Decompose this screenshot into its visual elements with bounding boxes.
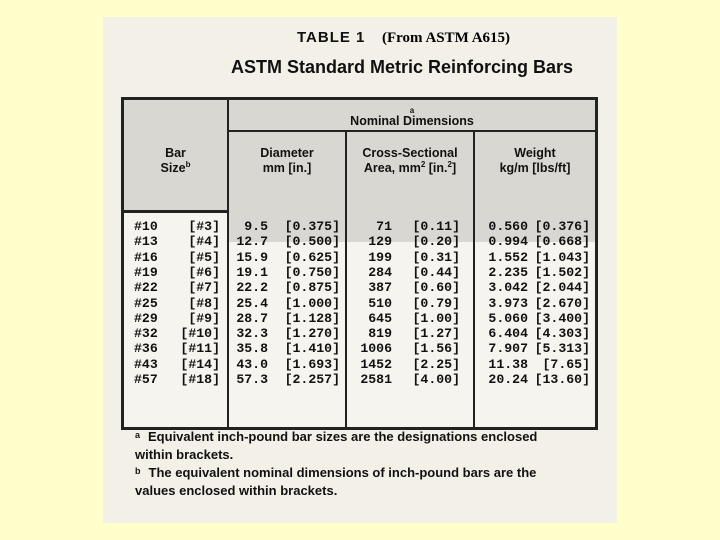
cell-inch: [#10] [180, 326, 220, 342]
cell-area-mm2: 645 [368, 310, 392, 326]
table-row [124, 265, 595, 280]
cell-wt-kgm: 3.042 [488, 280, 528, 296]
cell-wt-kgm: 20.24 [488, 372, 528, 387]
table-row [124, 372, 595, 387]
table-row [124, 357, 595, 372]
footnote-b: $^b$ The equivalent nominal dimensions of inch-pound bars are the values enclosed within brackets. [135, 465, 537, 498]
cell-wt-kgm: 11.38 [488, 356, 528, 372]
source-note: (From ASTM A615) [382, 30, 511, 46]
cell-inch: [#18] [180, 372, 220, 387]
cell-wt-lbft: [1.043] [534, 249, 590, 265]
cell-dia-mm: 57.3 [236, 372, 268, 387]
cell-dia-mm: 25.4 [236, 295, 268, 311]
cell-inch: [#5] [188, 249, 220, 265]
table-row [124, 296, 595, 311]
nominal-dimensions-header: Nominal Dimensions $^a$ [227, 100, 595, 132]
cell-wt-lbft: [2.044] [534, 280, 590, 296]
cell-area-mm2: 510 [368, 295, 392, 311]
cell-wt-lbft: [7.65] [542, 356, 590, 372]
cell-dia-in: [0.875] [284, 280, 340, 296]
cell-area-in2: [0.20] [412, 234, 460, 250]
cell-dia-in: [1.270] [284, 326, 340, 342]
cell-area-in2: [1.56] [412, 341, 460, 357]
cell-wt-lbft: [0.668] [534, 234, 590, 250]
cell-inch: [#7] [188, 280, 220, 296]
table-body [124, 213, 595, 427]
cell-area-in2: [0.44] [412, 264, 460, 280]
cell-wt-lbft: [13.60] [534, 372, 590, 387]
cell-dia-in: [1.693] [284, 356, 340, 372]
cell-area-mm2: 2581 [360, 372, 392, 387]
cell-area-in2: [0.60] [412, 280, 460, 296]
cell-dia-mm: 43.0 [236, 356, 268, 372]
table-row [124, 311, 595, 326]
cell-wt-kgm: 3.973 [488, 295, 528, 311]
cell-inch: [#6] [188, 264, 220, 280]
cell-dia-in: [0.750] [284, 264, 340, 280]
cell-dia-in: [0.375] [284, 219, 340, 234]
cell-metric: #57 [134, 372, 158, 387]
cell-metric: #29 [134, 310, 158, 326]
cell-wt-kgm: 6.404 [488, 326, 528, 342]
cell-dia-in: [1.000] [284, 295, 340, 311]
cell-metric: #16 [134, 249, 158, 265]
cell-metric: #43 [134, 356, 158, 372]
cell-inch: [#4] [188, 234, 220, 250]
cell-metric: #19 [134, 264, 158, 280]
cell-wt-kgm: 5.060 [488, 310, 528, 326]
cell-wt-lbft: [0.376] [534, 219, 590, 234]
cell-inch: [#8] [188, 295, 220, 311]
cell-area-mm2: 387 [368, 280, 392, 296]
cell-wt-kgm: 2.235 [488, 264, 528, 280]
table-row [124, 280, 595, 295]
cell-wt-lbft: [5.313] [534, 341, 590, 357]
diameter-header: Diameter mm [in.] [260, 146, 314, 175]
cell-area-mm2: 199 [368, 249, 392, 265]
cell-dia-mm: 15.9 [236, 249, 268, 265]
cell-area-in2: [2.25] [412, 356, 460, 372]
table-label: TABLE 1 [297, 29, 366, 46]
cell-wt-lbft: [1.502] [534, 264, 590, 280]
cell-wt-lbft: [4.303] [534, 326, 590, 342]
cell-wt-kgm: 0.994 [488, 234, 528, 250]
cell-dia-in: [0.500] [284, 234, 340, 250]
cell-dia-mm: 19.1 [236, 264, 268, 280]
cell-dia-mm: 9.5 [244, 219, 268, 234]
table-row [124, 250, 595, 265]
cell-dia-mm: 35.8 [236, 341, 268, 357]
table-row [124, 219, 595, 234]
cell-wt-lbft: [3.400] [534, 310, 590, 326]
cell-dia-in: [1.410] [284, 341, 340, 357]
cell-area-in2: [1.27] [412, 326, 460, 342]
table-row [124, 326, 595, 341]
cell-inch: [#11] [180, 341, 220, 357]
cell-area-in2: [0.31] [412, 249, 460, 265]
cell-dia-mm: 32.3 [236, 326, 268, 342]
cell-wt-kgm: 0.560 [488, 219, 528, 234]
cell-area-mm2: 71 [376, 219, 392, 234]
cell-metric: #36 [134, 341, 158, 357]
cell-area-in2: [1.00] [412, 310, 460, 326]
reinforcing-bar-table [121, 97, 598, 430]
footnote-a: $^a$ Equivalent inch-pound bar sizes are the designations enclosed within brackets. [135, 429, 538, 462]
cell-wt-kgm: 1.552 [488, 249, 528, 265]
cell-area-in2: [0.79] [412, 295, 460, 311]
cell-area-mm2: 1452 [360, 356, 392, 372]
cell-metric: #13 [134, 234, 158, 250]
cell-dia-in: [0.625] [284, 249, 340, 265]
cell-dia-in: [1.128] [284, 310, 340, 326]
table-row [124, 341, 595, 356]
cell-metric: #22 [134, 280, 158, 296]
cell-wt-lbft: [2.670] [534, 295, 590, 311]
table-row [124, 234, 595, 249]
cell-inch: [#14] [180, 356, 220, 372]
cell-area-mm2: 1006 [360, 341, 392, 357]
cell-inch: [#3] [188, 219, 220, 234]
cell-metric: #10 [134, 219, 158, 234]
cell-wt-kgm: 7.907 [488, 341, 528, 357]
bar-size-header: Bar Size$^b$ [160, 146, 191, 175]
cell-area-mm2: 129 [368, 234, 392, 250]
cell-metric: #32 [134, 326, 158, 342]
cell-inch: [#9] [188, 310, 220, 326]
cell-area-mm2: 284 [368, 264, 392, 280]
scanned-table-image [103, 17, 617, 523]
cell-area-mm2: 819 [368, 326, 392, 342]
cell-metric: #25 [134, 295, 158, 311]
cell-dia-in: [2.257] [284, 372, 340, 387]
weight-header: Weight kg/m [lbs/ft] [499, 146, 571, 175]
area-header: Cross-Sectional Area, $mm^2$ [in.$^2$] [362, 146, 458, 175]
cell-dia-mm: 12.7 [236, 234, 268, 250]
cell-area-in2: [0.11] [412, 219, 460, 234]
footnotes [135, 427, 595, 499]
cell-dia-mm: 22.2 [236, 280, 268, 296]
cell-area-in2: [4.00] [412, 372, 460, 387]
table-title: ASTM Standard Metric Reinforcing Bars [231, 57, 574, 77]
cell-dia-mm: 28.7 [236, 310, 268, 326]
